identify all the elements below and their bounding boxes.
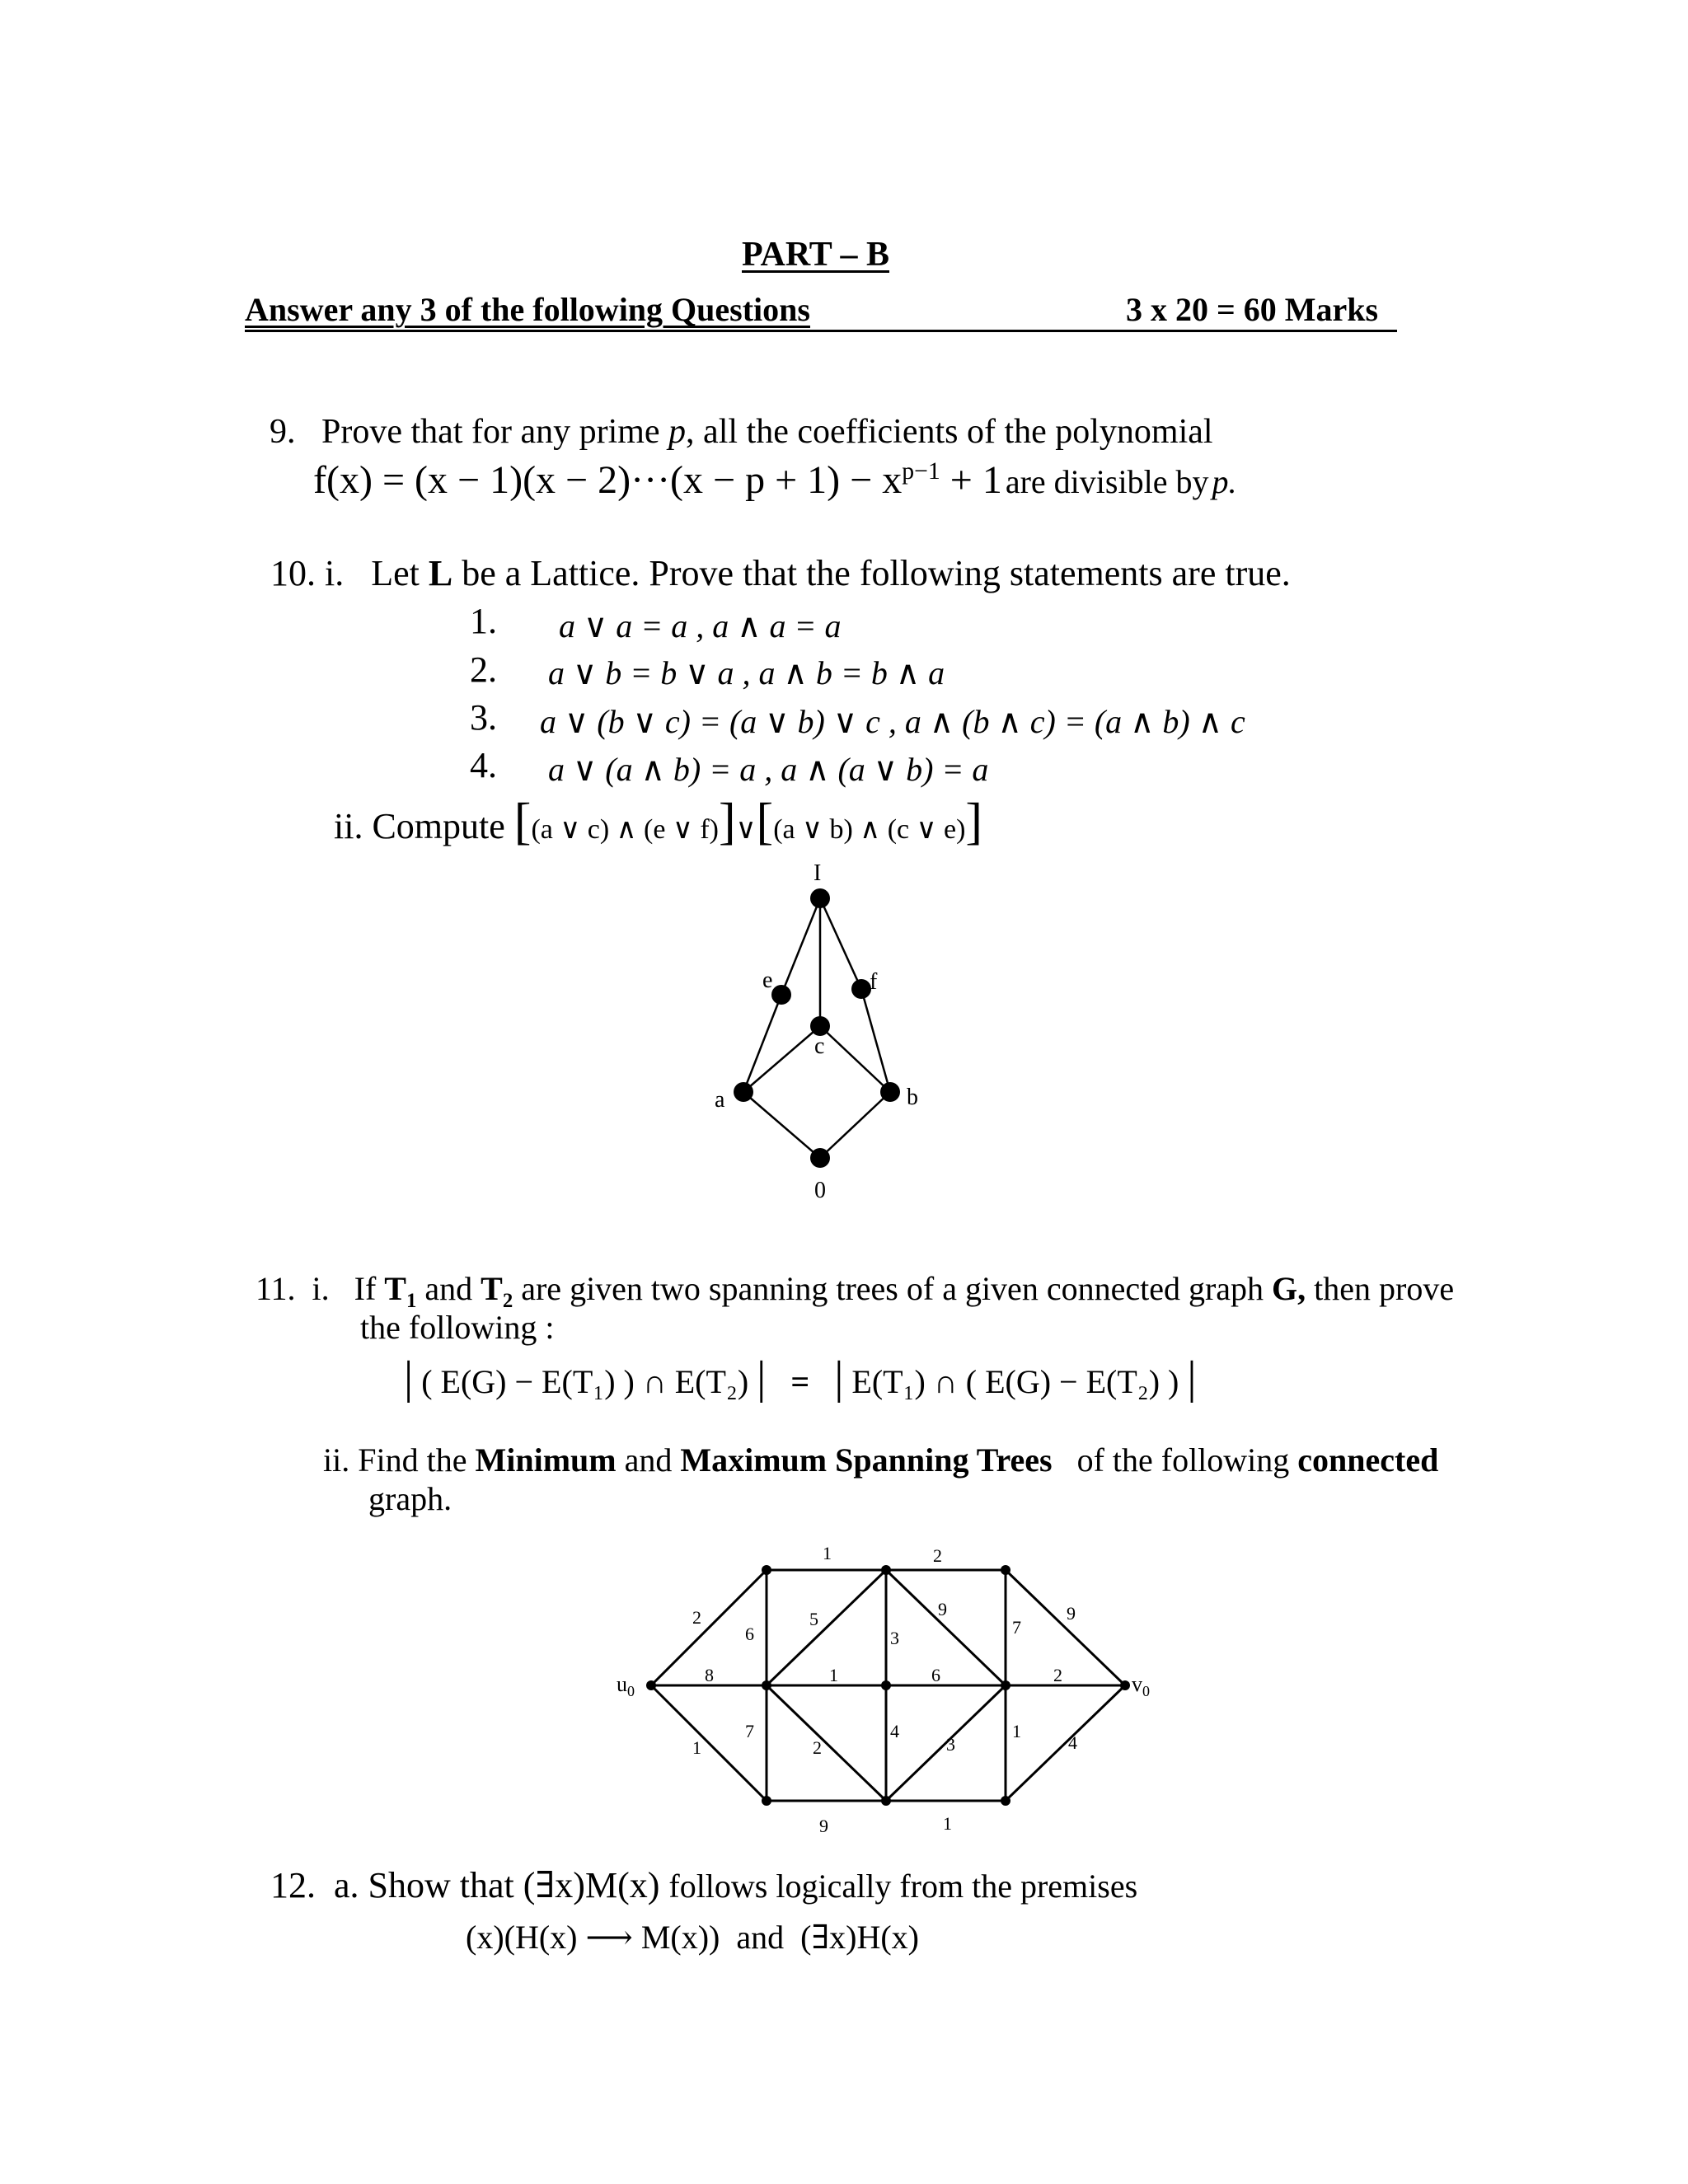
graph-vertex <box>762 1796 771 1806</box>
statement-3-number: 3. <box>470 697 497 738</box>
instruction-text: Answer any 3 of the following Questions <box>245 291 810 328</box>
edge-weight: 5 <box>809 1609 818 1629</box>
edge-weight: 3 <box>946 1734 955 1755</box>
statement-4-number: 4. <box>470 745 497 785</box>
q10-part-ii: ii. <box>334 806 363 846</box>
edge-weight: 6 <box>745 1624 754 1644</box>
part-title: PART – B <box>742 236 889 274</box>
q9-formula: $f(x) = (x - 1)(x - 2)\cdot\cdot\cdot(x - p + 1) - x^{p-1} + 1$ <box>313 457 1002 502</box>
lattice-label-I: I <box>814 860 822 886</box>
edge-weight: 7 <box>745 1721 754 1741</box>
edge-weight: 1 <box>1012 1721 1021 1741</box>
q12-line2 <box>466 1918 919 1957</box>
q12-and: and <box>736 1919 785 1956</box>
edge-weight: 7 <box>1012 1617 1021 1638</box>
edge-weight: 1 <box>692 1737 701 1758</box>
lattice-label-b: b <box>907 1085 918 1110</box>
q9-text-a: Prove that for any prime <box>321 413 660 451</box>
edge-weight: 3 <box>890 1628 899 1648</box>
edge-weight: 4 <box>890 1721 899 1741</box>
graph-vertex <box>1001 1796 1010 1806</box>
q12-text-b: follows logically from the premises <box>668 1868 1138 1905</box>
edge-weight: 9 <box>1067 1603 1076 1624</box>
edge-weight: 1 <box>829 1665 838 1685</box>
q10-text-b: be a Lattice. Prove that the following statements are true. <box>462 553 1291 593</box>
lattice-label-a: a <box>715 1087 725 1113</box>
q11-part-ii-line2: graph. <box>368 1480 452 1517</box>
compute-expr-1: (a ∨ c) ∧ (e ∨ f) <box>531 814 719 845</box>
graph-vertex <box>762 1680 771 1690</box>
compute-label: Compute <box>372 806 505 846</box>
statement-4-expr: a ∨ (a ∧ b) = a , a ∧ (a ∨ b) = a <box>548 751 989 788</box>
q11-ii-max: Maximum Spanning Trees <box>680 1441 1053 1479</box>
q11-and: and <box>424 1270 473 1307</box>
edge-weight: 1 <box>823 1543 832 1563</box>
edge-weight: 2 <box>813 1737 822 1758</box>
q11-T2: $T_2$ <box>481 1270 513 1312</box>
q12-line1 <box>270 1864 1137 1906</box>
edge-weight: 2 <box>692 1607 701 1628</box>
graph-vertex <box>881 1565 891 1575</box>
edge-weight: 2 <box>933 1545 942 1566</box>
q11-G: G, <box>1272 1270 1306 1307</box>
q12-text-a: Show that <box>368 1865 514 1905</box>
q9-p2: p. <box>1212 463 1237 500</box>
graph-vertex <box>881 1680 891 1690</box>
q11-ii-b: of the following <box>1076 1441 1290 1479</box>
q11-if: If <box>354 1270 377 1307</box>
edge-weight: 6 <box>931 1665 940 1685</box>
graph-vertex <box>762 1565 771 1575</box>
q12-part-a: a. <box>334 1865 359 1905</box>
q10-part-i: i. <box>325 553 345 593</box>
q11-ii-conn: connected <box>1297 1441 1439 1479</box>
q12-expr1: (∃x)M(x) <box>523 1865 660 1905</box>
lattice-label-f: f <box>870 969 878 995</box>
q12-premise2: (∃x)H(x) <box>800 1919 919 1956</box>
q9-text-b: , all the coefficients of the polynomial <box>686 413 1213 451</box>
edge-weight: 2 <box>1053 1665 1062 1685</box>
q11-formula-right: E(T₁) ∩ ( E(G) − E(T₂) ) <box>851 1363 1179 1400</box>
q11-formula-left: ( E(G) − E(T₁) ) ∩ E(T₂) <box>421 1363 749 1400</box>
graph-vertex <box>881 1796 891 1806</box>
q10-text-a: Let <box>371 553 420 593</box>
edge-weight: 1 <box>943 1813 952 1834</box>
q11-line2: the following : <box>360 1309 555 1346</box>
statement-2-expr: a ∨ b = b ∨ a , a ∧ b = b ∧ a <box>548 654 945 691</box>
q11-T1: $T_1$ <box>384 1270 417 1312</box>
q11-text-b: are given two spanning trees of a given connected graph <box>521 1270 1264 1307</box>
edge-weight: 9 <box>938 1599 947 1619</box>
q11-ii-and: and <box>624 1441 673 1479</box>
q11-ii-min: Minimum <box>475 1441 617 1479</box>
q12-premise1: (x)(H(x) ⟶ M(x)) <box>466 1919 720 1956</box>
q11-number: 11. <box>256 1270 296 1307</box>
marks-text: 3 x 20 = 60 Marks <box>1126 291 1379 328</box>
q11-part-i: i. <box>312 1270 330 1307</box>
statement-1-expr: a ∨ a = a , a ∧ a = a <box>559 607 842 644</box>
q9-number: 9. <box>270 413 296 451</box>
statement-1-number: 1. <box>470 601 497 641</box>
graph-label-u0: $u_0$ <box>617 1672 635 1699</box>
lattice-label-e: e <box>762 968 773 993</box>
lattice-label-0: 0 <box>814 1178 826 1203</box>
edge-weight: 4 <box>1068 1732 1077 1753</box>
q11-part-ii: ii. <box>323 1441 350 1479</box>
q11-ii-a: Find the <box>358 1441 467 1479</box>
q10-L: L <box>428 553 453 593</box>
q12-number: 12. <box>270 1865 316 1905</box>
q11-formula-eq: = <box>790 1363 810 1400</box>
graph-vertex-v0 <box>1120 1680 1130 1690</box>
statement-2-number: 2. <box>470 649 497 690</box>
statement-3-expr: a ∨ (b ∨ c) = (a ∨ b) ∨ c , a ∧ (b ∧ c) = (a ∧ b) ∧ c <box>540 703 1245 740</box>
compute-expr-2: (a ∨ b) ∧ (c ∨ e) <box>773 814 966 845</box>
graph-vertex-u0 <box>646 1680 656 1690</box>
edge-weight: 9 <box>819 1816 828 1836</box>
graph-label-v0: $v_0$ <box>1132 1672 1150 1699</box>
q10-part-ii-line: ii. Compute [(a ∨ c) ∧ (e ∨ f)]∨[(a ∨ b) ∧ (c ∨ e)] <box>334 794 983 850</box>
lattice-label-c: c <box>814 1033 825 1059</box>
q10-number: 10. <box>270 553 316 593</box>
graph-vertex <box>1001 1565 1010 1575</box>
q9-p: p <box>668 413 687 451</box>
q9-text-c: are divisible by <box>1005 463 1209 500</box>
q11-text-c: then prove <box>1314 1270 1455 1307</box>
edge-weight: 8 <box>705 1665 714 1685</box>
graph-vertex <box>1001 1680 1010 1690</box>
compute-join: ∨ <box>735 814 757 845</box>
q11-formula: | ( E(G) − E(T₁) ) ∩ E(T₂) | = | E(T₁) ∩ ( E(G) − E(T₂) ) | <box>404 1352 1197 1404</box>
